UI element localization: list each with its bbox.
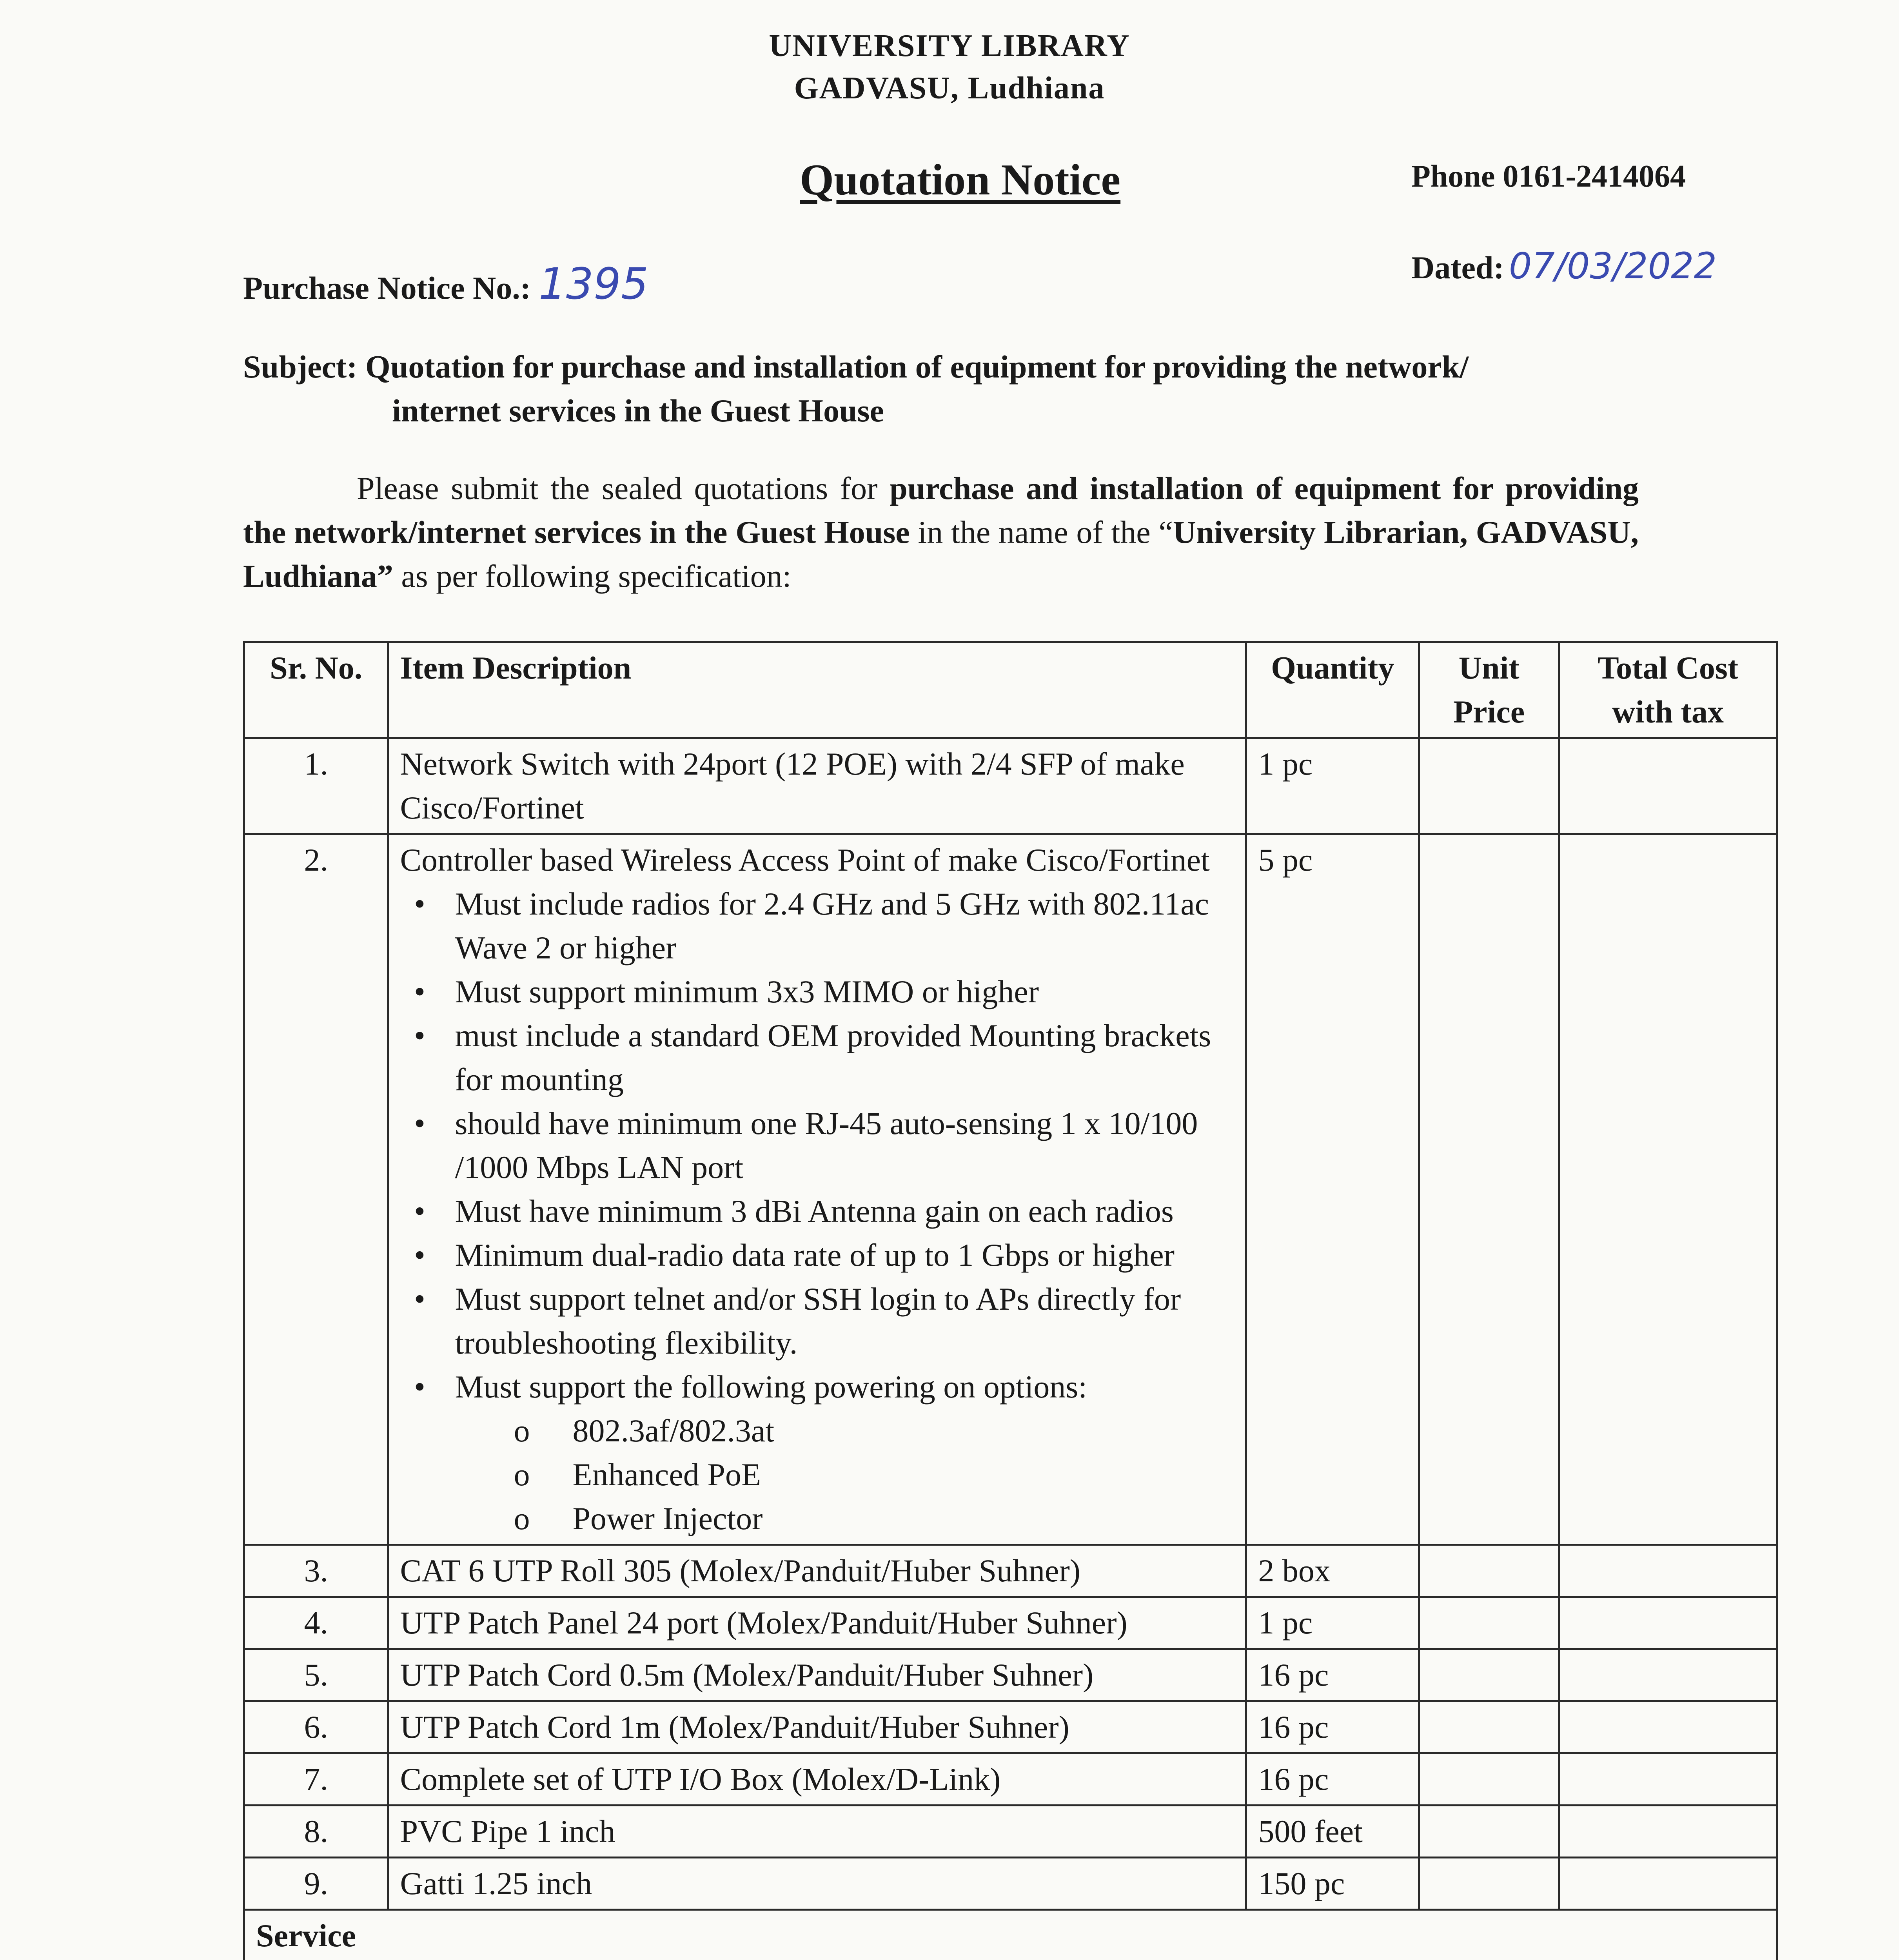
total-cost-cell xyxy=(1559,1806,1777,1858)
intro-text-1: Please submit the sealed quotations for xyxy=(357,470,890,506)
total-cost-cell xyxy=(1559,1701,1777,1753)
quantity: 16 pc xyxy=(1246,1701,1419,1753)
purchase-notice xyxy=(243,259,648,309)
total-cost-cell xyxy=(1559,1545,1777,1597)
intro-bold-2: University Librarian, GADVASU, Ludhiana” xyxy=(243,514,1639,594)
sr-no: 1. xyxy=(244,738,388,834)
spec-bullet-text: Must support the following powering on options: xyxy=(455,1369,1087,1405)
unit-price-cell xyxy=(1419,1701,1559,1753)
unit-price-cell xyxy=(1419,1858,1559,1910)
table-row xyxy=(244,1701,1777,1753)
quantity: 2 box xyxy=(1246,1545,1419,1597)
subject-line-2: internet services in the Guest House xyxy=(392,393,884,428)
quantity: 1 pc xyxy=(1246,738,1419,834)
spec-bullet-list xyxy=(400,882,1234,1541)
power-option-list xyxy=(455,1409,1234,1541)
sr-no: 8. xyxy=(244,1806,388,1858)
spec-bullet: • Must support minimum 3x3 MIMO or higher xyxy=(455,970,1234,1014)
item-description: UTP Patch Cord 1m (Molex/Panduit/Huber Suhner) xyxy=(388,1701,1246,1753)
spec-bullet: • must include a standard OEM provided Mounting brackets for mounting xyxy=(455,1014,1234,1102)
total-cost-cell xyxy=(1559,1649,1777,1701)
table-row xyxy=(244,1649,1777,1701)
intro-text-3: as per following specification: xyxy=(393,558,792,594)
total-cost-cell xyxy=(1559,1753,1777,1806)
spec-bullet xyxy=(455,1365,1234,1541)
specification-table xyxy=(243,641,1778,1960)
sr-no: 4. xyxy=(244,1597,388,1649)
item-description: Network Switch with 24port (12 POE) with 2/4 SFP of make Cisco/Fortinet xyxy=(388,738,1246,834)
item-description xyxy=(388,834,1246,1545)
col-unit-price: Unit Price xyxy=(1419,642,1559,738)
sr-no: 6. xyxy=(244,1701,388,1753)
spec-bullet: • Minimum dual-radio data rate of up to 1 Gbps or higher xyxy=(455,1233,1234,1277)
sr-no: 9. xyxy=(244,1858,388,1910)
item-description: Complete set of UTP I/O Box (Molex/D-Link) xyxy=(388,1753,1246,1806)
power-option: o Power Injector xyxy=(572,1497,1234,1541)
dated-label: Dated: xyxy=(1411,250,1504,285)
table-row xyxy=(244,738,1777,834)
total-cost-cell xyxy=(1559,834,1777,1545)
unit-price-cell xyxy=(1419,1806,1559,1858)
table-row xyxy=(244,1545,1777,1597)
power-option: o 802.3af/802.3at xyxy=(572,1409,1234,1453)
quantity: 5 pc xyxy=(1246,834,1419,1545)
item-description: PVC Pipe 1 inch xyxy=(388,1806,1246,1858)
sr-no: 5. xyxy=(244,1649,388,1701)
phone-number: Phone 0161-2414064 xyxy=(1411,159,1686,194)
item-description-text: Controller based Wireless Access Point of make Cisco/Fortinet xyxy=(400,842,1210,878)
header-location: GADVASU, Ludhiana xyxy=(794,71,1105,105)
total-cost-cell xyxy=(1559,738,1777,834)
unit-price-cell xyxy=(1419,1753,1559,1806)
item-description: UTP Patch Panel 24 port (Molex/Panduit/Huber Suhner) xyxy=(388,1597,1246,1649)
spec-bullet: • Must support telnet and/or SSH login to APs directly for troubleshooting flexibility. xyxy=(455,1277,1234,1365)
unit-price-cell xyxy=(1419,1649,1559,1701)
header-university-library: UNIVERSITY LIBRARY xyxy=(769,29,1130,63)
sr-no: 7. xyxy=(244,1753,388,1806)
table-header-row xyxy=(244,642,1777,738)
dated xyxy=(1411,245,1717,287)
subject-line-1: Quotation for purchase and installation of equipment for providing the network/ xyxy=(365,349,1469,385)
subject xyxy=(243,345,1717,433)
item-description: Gatti 1.25 inch xyxy=(388,1858,1246,1910)
page-title: Quotation Notice xyxy=(800,156,1121,204)
power-option: o Enhanced PoE xyxy=(572,1453,1234,1497)
col-sr-no: Sr. No. xyxy=(244,642,388,738)
item-description: CAT 6 UTP Roll 305 (Molex/Panduit/Huber Suhner) xyxy=(388,1545,1246,1597)
spec-bullet: • Must include radios for 2.4 GHz and 5 GHz with 802.11ac Wave 2 or higher xyxy=(455,882,1234,970)
quantity: 16 pc xyxy=(1246,1649,1419,1701)
intro-text-2: in the name of the “ xyxy=(910,514,1173,550)
quantity: 150 pc xyxy=(1246,1858,1419,1910)
subject-label: Subject: xyxy=(243,349,358,385)
table-row xyxy=(244,1806,1777,1858)
table-row xyxy=(244,1753,1777,1806)
purchase-notice-label: Purchase Notice No.: xyxy=(243,270,531,306)
sr-no: 2. xyxy=(244,834,388,1545)
unit-price-cell xyxy=(1419,1545,1559,1597)
col-item-description: Item Description xyxy=(388,642,1246,738)
table-row xyxy=(244,834,1777,1545)
quantity: 16 pc xyxy=(1246,1753,1419,1806)
service-section-label: Service xyxy=(244,1910,1777,1960)
sr-no: 3. xyxy=(244,1545,388,1597)
item-description: UTP Patch Cord 0.5m (Molex/Panduit/Huber Suhner) xyxy=(388,1649,1246,1701)
spec-bullet: • should have minimum one RJ-45 auto-sensing 1 x 10/100 /1000 Mbps LAN port xyxy=(455,1102,1234,1189)
unit-price-cell xyxy=(1419,1597,1559,1649)
table-row xyxy=(244,1597,1777,1649)
quantity: 1 pc xyxy=(1246,1597,1419,1649)
spec-bullet: • Must have minimum 3 dBi Antenna gain on each radios xyxy=(455,1189,1234,1233)
dated-value: 07/03/2022 xyxy=(1509,245,1717,287)
total-cost-cell xyxy=(1559,1597,1777,1649)
intro-bold-1: purchase and installation of equipment for providing the network/internet services in the Guest House xyxy=(243,470,1639,550)
table-row xyxy=(244,1858,1777,1910)
service-section-row xyxy=(244,1910,1777,1960)
unit-price-cell xyxy=(1419,738,1559,834)
purchase-notice-number: 1395 xyxy=(539,259,648,309)
unit-price-cell xyxy=(1419,834,1559,1545)
quantity: 500 feet xyxy=(1246,1806,1419,1858)
col-quantity: Quantity xyxy=(1246,642,1419,738)
col-total-cost: Total Cost with tax xyxy=(1559,642,1777,738)
total-cost-cell xyxy=(1559,1858,1777,1910)
intro-paragraph xyxy=(243,466,1639,598)
